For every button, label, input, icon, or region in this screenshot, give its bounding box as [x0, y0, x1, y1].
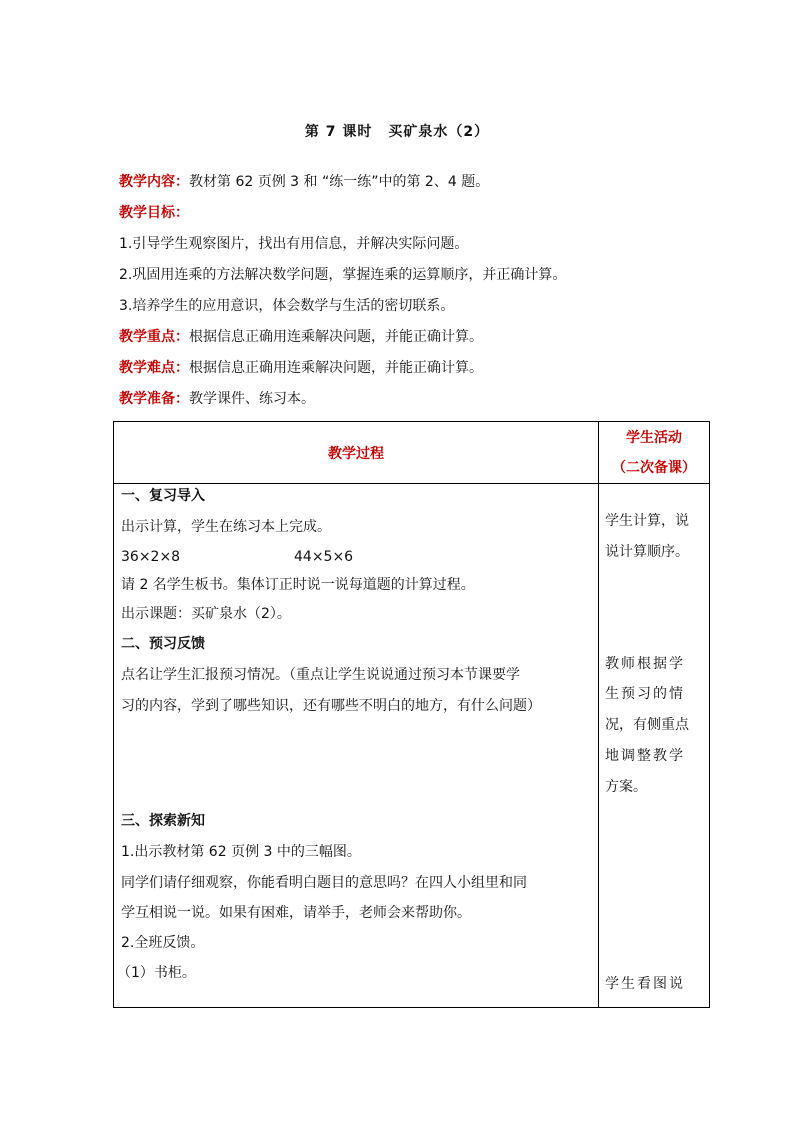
- difficulty-label: 教学难点：: [119, 360, 189, 376]
- header-activity: [599, 422, 710, 484]
- lesson-title: [0, 121, 794, 141]
- goals-label: 教学目标：: [119, 205, 189, 221]
- activity-line: 生预习的情: [605, 686, 685, 702]
- process-line: （1）书柜。: [117, 965, 196, 981]
- process-line: 学互相说一说。如果有困难，请举手，老师会来帮助你。: [121, 905, 471, 921]
- teaching-key-point: [119, 327, 719, 347]
- section-heading: 一、复习导入: [121, 488, 205, 504]
- process-line: 2.全班反馈。: [121, 935, 205, 951]
- prep-label: 教学准备：: [119, 391, 189, 407]
- calc-expression: 44×5×6: [294, 549, 354, 565]
- key-label: 教学重点：: [119, 329, 189, 345]
- process-line: 点名让学生汇报预习情况。（重点让学生说说通过预习本节课要学: [121, 667, 520, 683]
- process-line: 请 2 名学生板书。集体订正时说一说每道题的计算过程。: [121, 577, 475, 593]
- teaching-goals-heading: [119, 203, 719, 223]
- process-line: 同学们请仔细观察，你能看明白题目的意思吗？在四人小组里和同: [121, 875, 527, 891]
- process-line: 习的内容，学到了哪些知识，还有哪些不明白的地方，有什么问题）: [121, 698, 541, 714]
- activity-line: 方案。: [605, 779, 647, 795]
- process-line: 出示课题：买矿泉水（2）。: [121, 606, 291, 622]
- header-process: 教学过程: [114, 422, 599, 484]
- process-line: 1.出示教材第 62 页例 3 中的三幅图。: [121, 844, 361, 860]
- activity-line: 况，有侧重点: [605, 717, 689, 733]
- activity-line: 教师根据学: [605, 656, 685, 672]
- teaching-difficulty: [119, 358, 719, 378]
- table-body-row: [114, 484, 710, 1008]
- teaching-content: [119, 172, 719, 192]
- goal-item: 3.培养学生的应用意识，体会数学与生活的密切联系。: [119, 298, 455, 314]
- key-text: 根据信息正确用连乘解决问题，并能正确计算。: [189, 329, 483, 345]
- activity-line: 学生计算，说: [605, 513, 689, 529]
- section-heading: 二、预习反馈: [121, 636, 205, 652]
- content-label: 教学内容：: [119, 174, 189, 190]
- section-heading: 三、探索新知: [121, 813, 205, 829]
- activity-line: 学生看图说: [605, 976, 685, 992]
- lesson-name: 买矿泉水（2）: [388, 124, 490, 140]
- process-line: 出示计算，学生在练习本上完成。: [121, 519, 331, 535]
- goal-item: 2.巩固用连乘的方法解决数学问题，掌握连乘的运算顺序，并正确计算。: [119, 267, 567, 283]
- content-text: 教材第 62 页例 3 和 “练一练”中的第 2、4 题。: [189, 174, 490, 190]
- process-cell: [114, 484, 599, 1008]
- table-header-row: [114, 422, 710, 484]
- header-activity-title: 学生活动: [626, 429, 682, 446]
- goal-item: 1.引导学生观察图片，找出有用信息，并解决实际问题。: [119, 236, 469, 252]
- calc-expression: 36×2×8: [121, 549, 181, 565]
- activity-line: 说计算顺序。: [605, 544, 689, 560]
- lesson-plan-table: [113, 421, 710, 1008]
- prep-text: 教学课件、练习本。: [189, 391, 315, 407]
- activity-line: 地调整教学: [605, 748, 685, 764]
- header-activity-subtitle: （二次备课）: [612, 459, 696, 476]
- lesson-number: 第 7 课时: [304, 124, 373, 140]
- teaching-preparation: [119, 389, 719, 409]
- activity-cell: [599, 484, 710, 1008]
- difficulty-text: 根据信息正确用连乘解决问题，并能正确计算。: [189, 360, 483, 376]
